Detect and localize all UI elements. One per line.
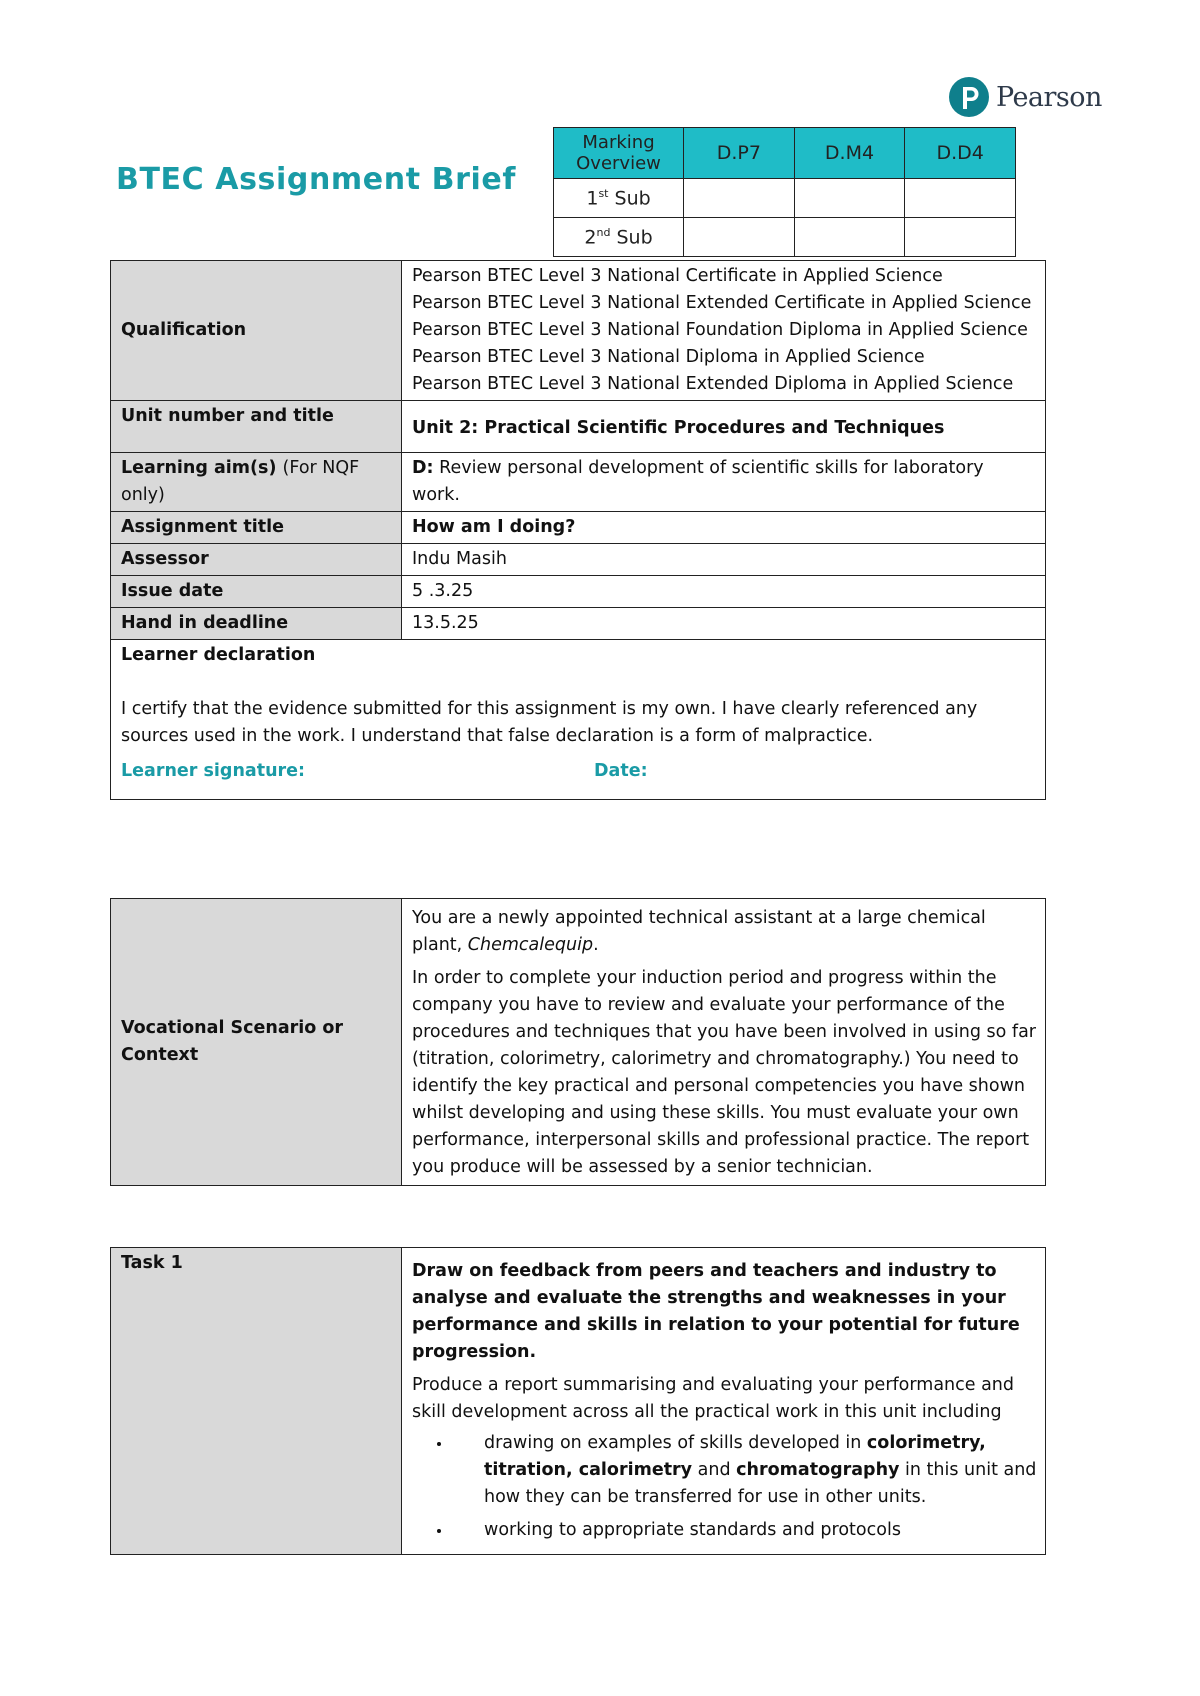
- issue-date-row: [111, 576, 1046, 608]
- task-bullets: [412, 1430, 1037, 1544]
- declaration-date-label: Date:: [594, 761, 648, 781]
- submission-label: 1st Sub: [554, 179, 684, 218]
- marking-overview-label: Marking Overview: [554, 128, 684, 179]
- submission-label: 2nd Sub: [554, 218, 684, 257]
- logo-text: Pearson: [996, 81, 1102, 113]
- marking-cell[interactable]: [905, 218, 1016, 257]
- scenario-text: You are a newly appointed technical assistant at a large chemical plant, Chemcalequip. In order to complete your induction period and progress within the company you have to review and evaluate your performance of the procedures and techniques that you have been involved in using so far (titration, colorimetry, calorimetry and chromatography.) You need to identify the key practical and personal competencies you have shown whilst developing and using these skills. You must evaluate your own performance, interpersonal skills and professional practice. The report you produce will be assessed by a senior technician.: [402, 899, 1046, 1186]
- list-item: • drawing on examples of skills developed in colorimetry, titration, calorimetry and chromatography in this unit and how they can be transferred for use in other units.: [452, 1430, 1037, 1511]
- task-intro: Produce a report summarising and evaluating your performance and skill development across all the practical work in this unit including: [412, 1375, 1015, 1422]
- marking-overview-table: [553, 127, 1016, 257]
- list-item: • working to appropriate standards and protocols: [452, 1517, 1037, 1544]
- learner-signature-label: Learner signature:: [121, 761, 306, 781]
- unit-value: Unit 2: Practical Scientific Procedures and Techniques: [402, 401, 1046, 453]
- task-heading: Draw on feedback from peers and teachers and industry to analyse and evaluate the strengths and weaknesses in your performance and skills in relation to your potential for future progression.: [412, 1261, 1020, 1362]
- assignment-title-label: Assignment title: [111, 512, 402, 544]
- learning-aim-label: Learning aim(s) (For NQF only): [111, 453, 402, 512]
- qualification-label: Qualification: [111, 261, 402, 401]
- pearson-logo: [948, 76, 1102, 118]
- marking-cell[interactable]: [794, 218, 905, 257]
- deadline-label: Hand in deadline: [111, 608, 402, 640]
- issue-date-value: 5 .3.25: [402, 576, 1046, 608]
- scenario-label: Vocational Scenario or Context: [111, 899, 402, 1186]
- assignment-info-table: [110, 260, 1046, 800]
- task-label: Task 1: [111, 1248, 402, 1555]
- learning-aim-value: D: Review personal development of scientific skills for laboratory work.: [402, 453, 1046, 512]
- marking-cell[interactable]: [684, 179, 795, 218]
- assessor-row: [111, 544, 1046, 576]
- assessor-label: Assessor: [111, 544, 402, 576]
- marking-cell[interactable]: [684, 218, 795, 257]
- unit-label: Unit number and title: [111, 401, 402, 453]
- marking-cell[interactable]: [905, 179, 1016, 218]
- criterion-header: D.D4: [905, 128, 1016, 179]
- learner-declaration: [111, 640, 1046, 800]
- pearson-p-icon: [948, 76, 990, 118]
- declaration-heading: Learner declaration: [121, 645, 316, 665]
- task-table: [110, 1247, 1046, 1555]
- declaration-row: [111, 640, 1046, 800]
- qualification-row: [111, 261, 1046, 401]
- assignment-title-value: How am I doing?: [402, 512, 1046, 544]
- criterion-header: D.P7: [684, 128, 795, 179]
- deadline-row: [111, 608, 1046, 640]
- scenario-table: [110, 898, 1046, 1186]
- company-name: Chemcalequip: [467, 935, 594, 955]
- marking-cell[interactable]: [794, 179, 905, 218]
- assessor-value: Indu Masih: [402, 544, 1046, 576]
- learning-aim-row: [111, 453, 1046, 512]
- unit-row: [111, 401, 1046, 453]
- criterion-header: D.M4: [794, 128, 905, 179]
- issue-date-label: Issue date: [111, 576, 402, 608]
- deadline-value: 13.5.25: [402, 608, 1046, 640]
- qualification-value: Pearson BTEC Level 3 National Certificate in Applied Science Pearson BTEC Level 3 National Extended Certificate in Applied Science Pearson BTEC Level 3 National Foundation Diploma in Applied Science Pearson BTEC Level 3 National Diploma in Applied Science Pearson BTEC Level 3 National Extended Diploma in Applied Science: [402, 261, 1046, 401]
- page-title: BTEC Assignment Brief: [116, 162, 517, 197]
- task-content: [402, 1248, 1046, 1555]
- assignment-title-row: [111, 512, 1046, 544]
- declaration-text: I certify that the evidence submitted for this assignment is my own. I have clearly referenced any sources used in the work. I understand that false declaration is a form of malpractice.: [121, 699, 978, 746]
